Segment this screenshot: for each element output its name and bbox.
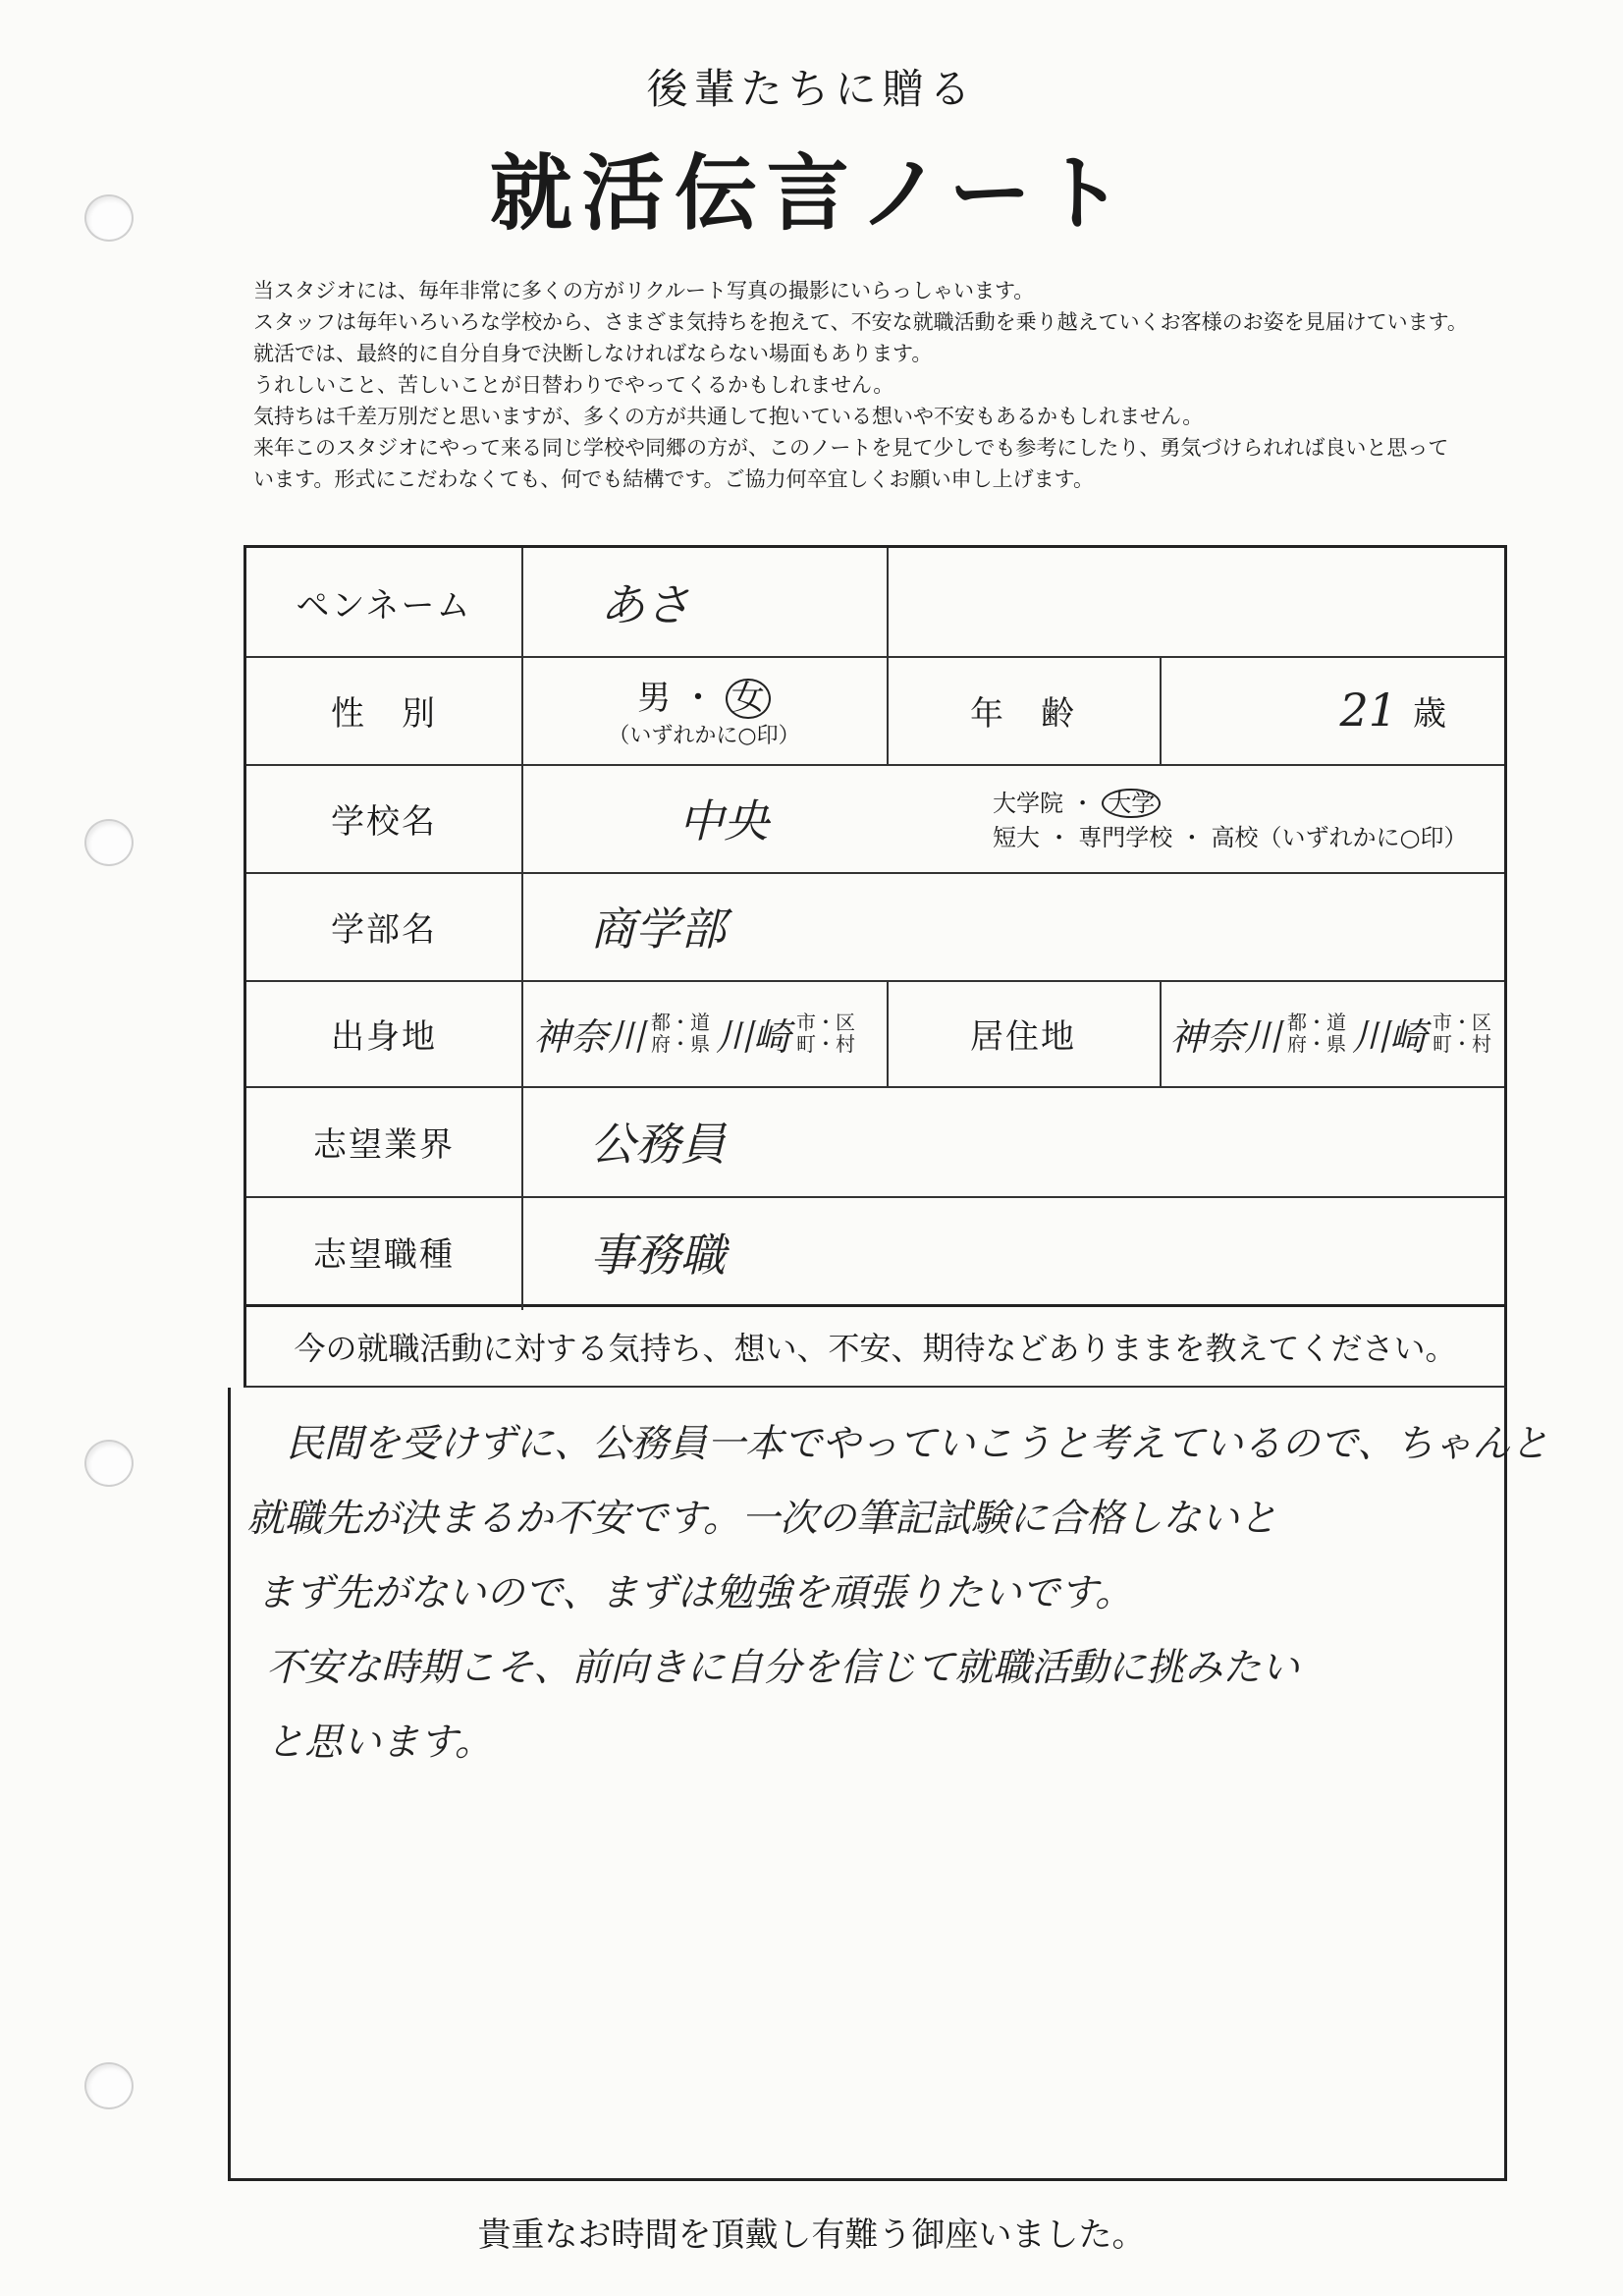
age-label: 年 齢 <box>970 693 1076 734</box>
residence-city: 川崎 <box>1352 1014 1428 1059</box>
hometown-pref: 神奈川 <box>533 1014 646 1059</box>
pen-name-value: あさ <box>600 578 690 631</box>
age-value: 21 <box>1339 683 1397 737</box>
intro-line: スタッフは毎年いろいろな学校から、さまざま気持ちを抱えて、不安な就職活動を乗り越えていくお客様のお姿を見届けています。 <box>253 310 1468 334</box>
school-type-univ: 大学 <box>1102 789 1161 818</box>
gender-field: 男 ・ 女 （いずれかに○印） <box>608 678 800 749</box>
intro-line: 気持ちは千差万別だと思いますが、多くの方が共通して抱いている想いや不安もあるかもしれません。 <box>253 405 1204 428</box>
answer-box <box>228 1388 1549 2181</box>
answer-line: 民間を受けずに、公務員一本でやっていこうと考えているので、ちゃんと <box>286 1422 1549 1466</box>
gender-note: （いずれかに○印） <box>608 724 800 749</box>
faculty-value: 商学部 <box>590 902 726 956</box>
footer-thanks: 貴重なお時間を頂戴し有難う御座いました。 <box>477 2215 1146 2255</box>
answer-line: まず先がないので、まずは勉強を頑張りたいです。 <box>256 1571 1134 1615</box>
industry-value: 公務員 <box>590 1118 726 1171</box>
question-heading: 今の就職活動に対する気持ち、想い、不安、期待などありままを教えてください。 <box>243 1307 1507 1388</box>
answer-text <box>246 1407 1549 1780</box>
gender-label: 性 別 <box>331 693 437 734</box>
industry-label: 志望業界 <box>313 1124 455 1165</box>
school-type-grad: 大学院 <box>993 789 1063 817</box>
profile-form <box>243 545 1507 1307</box>
hometown-city: 川崎 <box>716 1014 791 1059</box>
residence-field: 神奈川 都・道 府・県 川崎 市・区 町・村 <box>1163 980 1507 1086</box>
job-value: 事務職 <box>590 1228 726 1282</box>
residence-label: 居住地 <box>970 1016 1076 1057</box>
hometown-field: 神奈川 都・道 府・県 川崎 市・区 町・村 <box>525 980 885 1086</box>
punch-hole-3 <box>84 1440 134 1487</box>
page-subtitle: 後輩たちに贈る <box>646 65 977 113</box>
punch-hole-2 <box>84 819 134 866</box>
intro-line: います。形式にこだわなくても、何でも結構です。ご協力何卒宜しくお願い申し上げます。 <box>253 467 1094 491</box>
faculty-label: 学部名 <box>331 909 437 950</box>
hometown-label: 出身地 <box>331 1016 437 1057</box>
answer-line: 不安な時期こそ、前向きに自分を信じて就職活動に挑みたい <box>266 1646 1300 1690</box>
pen-name-label: ペンネーム <box>296 585 472 626</box>
intro-line: 就活では、最終的に自分自身で決断しなければならない場面もあります。 <box>253 342 933 365</box>
intro-line: うれしいこと、苦しいことが日替わりでやってくるかもしれません。 <box>253 373 894 397</box>
age-unit: 歳 <box>1413 693 1446 734</box>
school-type: 大学院 ・ 大学 短大 ・ 専門学校 ・ 高校（いずれかに○印） <box>993 789 1468 852</box>
job-label: 志望職種 <box>313 1235 455 1275</box>
answer-line: と思います。 <box>266 1721 493 1765</box>
intro-line: 来年このスタジオにやって来る同じ学校や同郷の方が、このノートを見て少しでも参考にしたり、勇気づけられれば良いと思って <box>253 436 1449 460</box>
school-type-others: 短大 ・ 専門学校 ・ 高校（いずれかに○印） <box>993 824 1468 852</box>
intro-text <box>253 275 1589 495</box>
school-value: 中央 <box>678 794 769 847</box>
intro-line: 当スタジオには、毎年非常に多くの方がリクルート写真の撮影にいらっしゃいます。 <box>253 279 1035 302</box>
page-title: 就活伝言ノート <box>489 145 1134 242</box>
answer-line: 就職先が決まるか不安です。一次の筆記試験に合格しないと <box>246 1497 1277 1541</box>
gender-male-option: 男 <box>637 678 672 718</box>
punch-hole-4 <box>84 2062 134 2109</box>
school-label: 学校名 <box>331 801 437 842</box>
residence-pref: 神奈川 <box>1169 1014 1282 1059</box>
age-field <box>1160 656 1505 764</box>
gender-female-option: 女 <box>726 679 771 719</box>
